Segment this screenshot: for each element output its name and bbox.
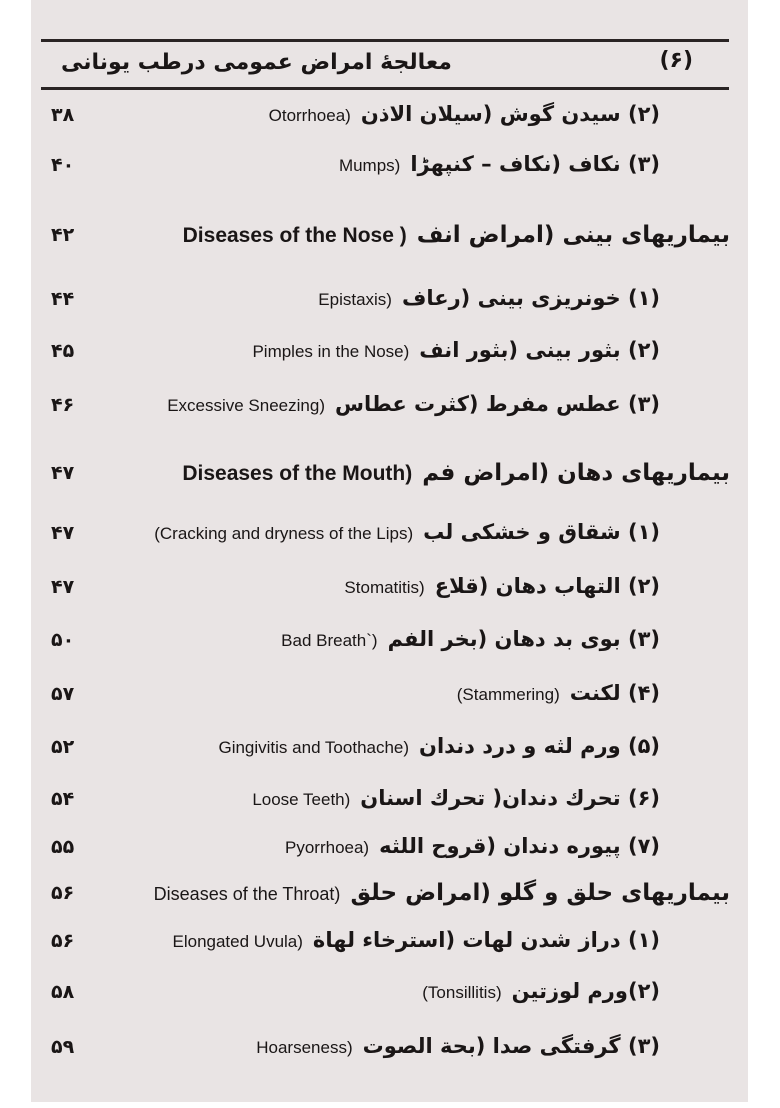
toc-entry-hoarseness	[31, 1032, 748, 1072]
toc-entry-pimples-nose	[31, 336, 748, 376]
toc-entry-sneezing	[31, 390, 748, 430]
toc-entry-tonsillitis	[31, 977, 748, 1017]
header-top-rule	[41, 39, 729, 42]
running-header	[41, 48, 729, 84]
toc-entry-text: (۲)ورم لوزتین(Tonsillitis)	[422, 979, 660, 1003]
toc-entry-mumps	[31, 150, 748, 190]
toc-heading-text: بیماریهای دهان (امراض فمDiseases of the Mouth)	[182, 460, 730, 486]
toc-entry-text: (۱) دراز شدن لهات (استرخاء لهاةElongated Uvula)	[172, 928, 660, 952]
toc-heading-mouth	[31, 458, 748, 498]
toc-page-number: ۴۷	[51, 462, 75, 484]
toc-entry-text: (۲) بثور بینی (بثور انفPimples in the Nose)	[252, 338, 660, 362]
header-page-number: (۶)	[659, 48, 693, 73]
toc-page-number: ۵۹	[51, 1036, 75, 1058]
toc-page-number: ۴۶	[51, 394, 75, 416]
toc-entry-text: (۵) ورم لثه و درد دندانGingivitis and Toothache)	[218, 734, 660, 758]
toc-entry-stomatitis	[31, 572, 748, 612]
toc-page-number: ۴۷	[51, 576, 75, 598]
toc-page-number: ۵۲	[51, 736, 75, 758]
toc-entry-bad-breath	[31, 625, 748, 665]
toc-entry-text: (۶) تحرك دندان( تحرك اسنانLoose Teeth)	[252, 786, 660, 810]
toc-entry-text: (۷) پیوره دندان (قروح اللثهPyorrhoea)	[285, 834, 660, 858]
toc-entry-text: (۲) سیدن گوش (سیلان الاذنOtorrhoea)	[268, 102, 660, 126]
toc-entry-lips	[31, 518, 748, 558]
toc-entry-pyorrhoea	[31, 832, 748, 872]
toc-page-number: ۴۴	[51, 288, 75, 310]
toc-entry-text: (۳) بوی بد دهان (بخر الفمBad Breath`)	[281, 627, 660, 651]
toc-page-number: ۵۰	[51, 629, 75, 651]
book-page	[31, 0, 748, 1102]
toc-page-number: ۵۷	[51, 683, 75, 705]
toc-heading-text: بیماریهای حلق و گلو (امراض حلقDiseases of the Throat)	[153, 880, 730, 906]
toc-entry-gingivitis	[31, 732, 748, 772]
running-title: معالجهٔ امراض عمومی درطب یونانی	[61, 50, 452, 75]
header-bottom-rule	[41, 87, 729, 90]
toc-page-number: ۳۸	[51, 104, 75, 126]
toc-page-number: ۴۷	[51, 522, 75, 544]
toc-page-number: ۵۶	[51, 930, 75, 952]
toc-page-number: ۵۵	[51, 836, 75, 858]
toc-page-number: ۵۴	[51, 788, 75, 810]
toc-entry-otorrhoea	[31, 100, 748, 140]
toc-entry-text: (۴) لکنت(Stammering)	[456, 681, 660, 705]
toc-heading-nose	[31, 220, 748, 260]
toc-page-number: ۵۸	[51, 981, 75, 1003]
toc-entry-text: (۳) گرفتگی صدا (بحة الصوتHoarseness)	[256, 1034, 660, 1058]
toc-page-number: ۵۶	[51, 882, 75, 904]
toc-entry-text: (۲) التهاب دهان (قلاعStomatitis)	[344, 574, 660, 598]
toc-page-number: ۴۲	[51, 224, 75, 246]
toc-heading-text: بیماریهای بینی (امراض انفDiseases of the Nose )	[182, 222, 730, 248]
toc-entry-text: (۳) نکاف (نکاف – کنپھڑاMumps)	[338, 152, 660, 176]
toc-entry-text: (۱) شقاق و خشکی لب(Cracking and dryness of the Lips)	[154, 520, 660, 544]
toc-entry-loose-teeth	[31, 784, 748, 824]
toc-entry-stammering	[31, 679, 748, 719]
toc-entry-text: (۱) خونریزی بینی (رعافEpistaxis)	[318, 286, 660, 310]
toc-entry-uvula	[31, 926, 748, 966]
toc-page-number: ۴۵	[51, 340, 75, 362]
toc-page-number: ۴۰	[51, 154, 75, 176]
toc-entry-text: (۳) عطس مفرط (کثرت عطاسExcessive Sneezing)	[167, 392, 660, 416]
toc-heading-throat	[31, 878, 748, 918]
toc-entry-epistaxis	[31, 284, 748, 324]
